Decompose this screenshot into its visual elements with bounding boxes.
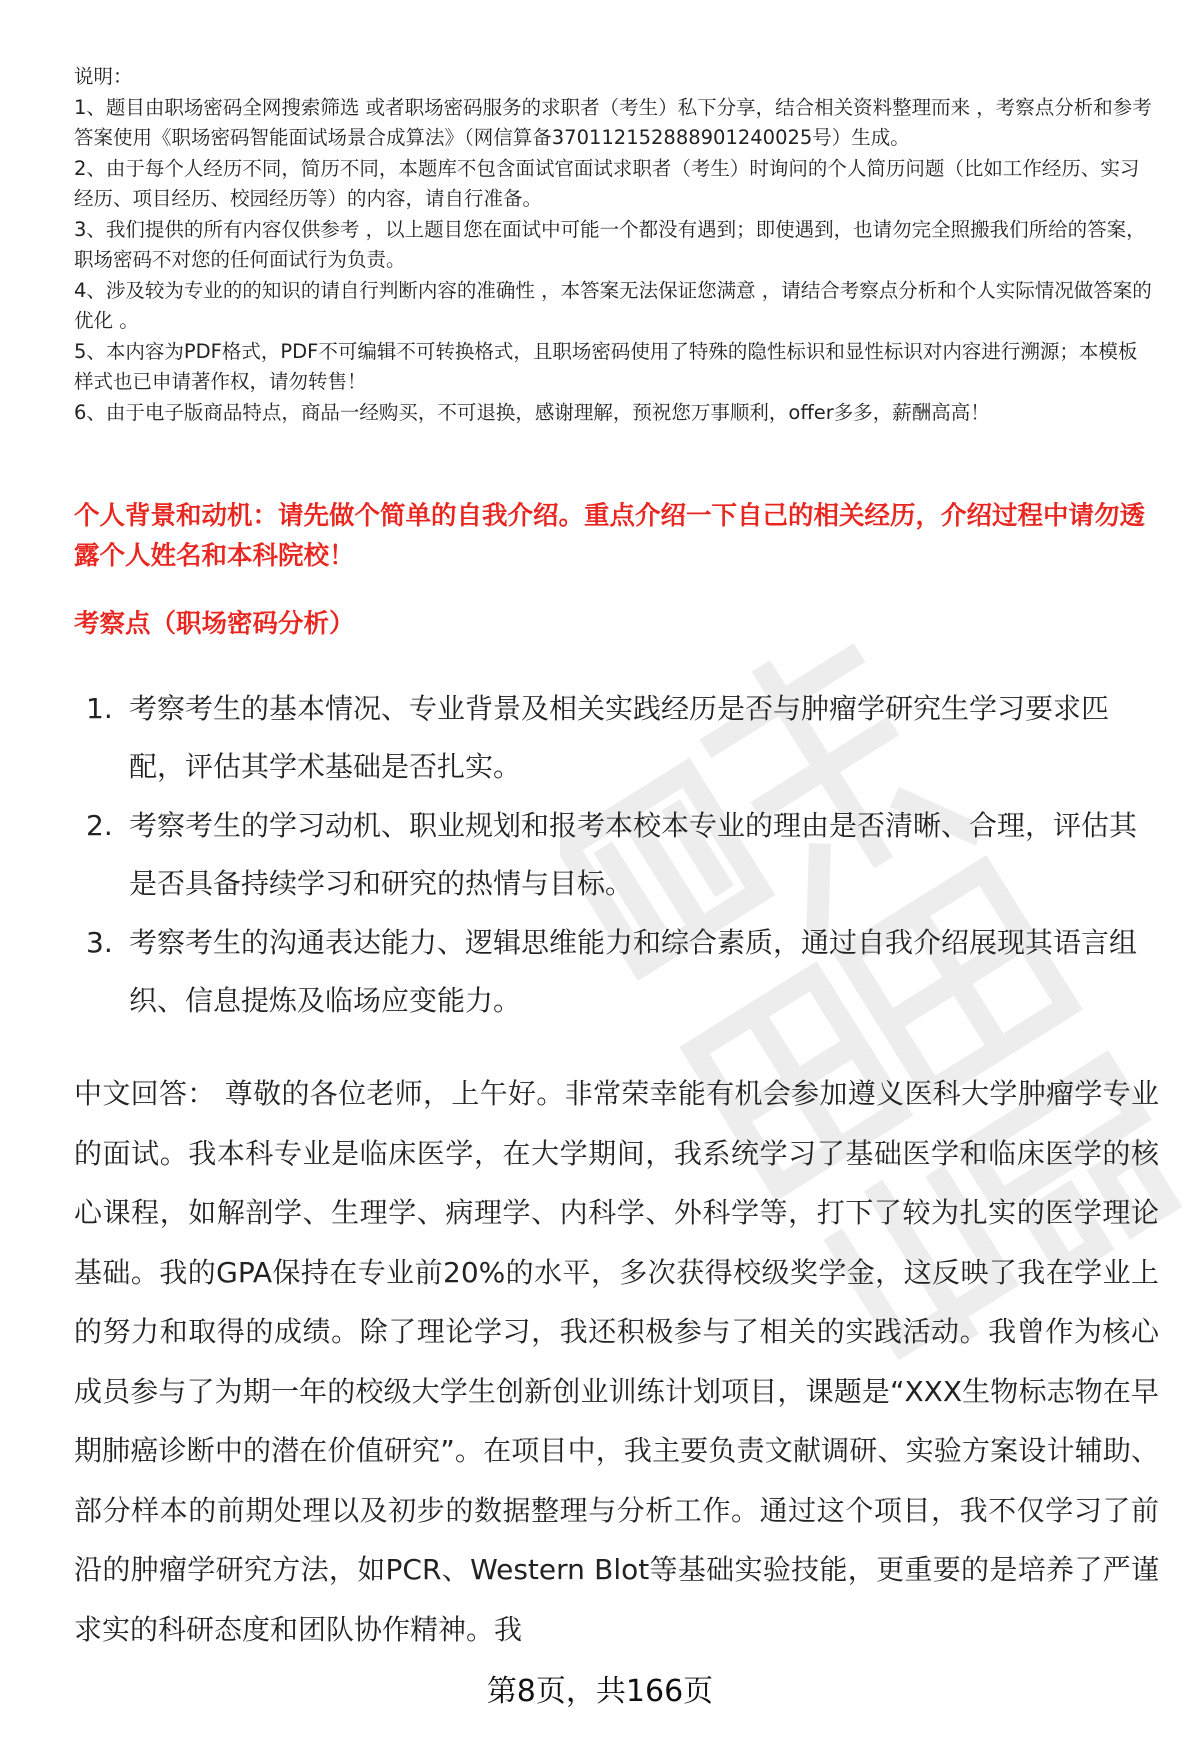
disclaimer-item: 2、由于每个人经历不同，简历不同，本题库不包含面试官面试求职者（考生）时询问的个人简历问题（比如工作经历、实习经历、项目经历、校园经历等）的内容，请自行准备。 xyxy=(74,156,1140,210)
answer-label: 中文回答： xyxy=(74,1077,216,1110)
list-item-number: 3. xyxy=(86,926,113,959)
list-item xyxy=(74,797,1154,913)
disclaimer-item: 6、由于电子版商品特点，商品一经购买，不可退换，感谢理解，预祝您万事顺利，offer多多，薪酬高高！ xyxy=(74,400,990,424)
disclaimer-block xyxy=(74,62,1154,428)
list-item-text: 考察考生的沟通表达能力、逻辑思维能力和综合素质，通过自我介绍展现其语言组织、信息提炼及临场应变能力。 xyxy=(129,926,1138,1017)
page-number: 第8页，共166页 xyxy=(486,1674,714,1709)
disclaimer-item: 1、题目由职场密码全网搜索筛选 或者职场密码服务的求职者（考生）私下分享，结合相关资料整理而来 ，考察点分析和参考答案使用《职场密码智能面试场景合成算法》（网信算备370112152888901240025号）生成。 xyxy=(74,95,1152,149)
list-item-number: 2. xyxy=(86,809,113,842)
list-item xyxy=(74,914,1154,1030)
disclaimer-item: 4、涉及较为专业的的知识的请自行判断内容的准确性 ，本答案无法保证您满意 ，请结合考察点分析和个人实际情况做答案的优化 。 xyxy=(74,278,1152,332)
answer-text: 尊敬的各位老师，上午好。非常荣幸能有机会参加遵义医科大学肿瘤学专业的面试。我本科专业是临床医学，在大学期间，我系统学习了基础医学和临床医学的核心课程，如解剖学、生理学、病理学、内科学、外科学等，打下了较为扎实的医学理论基础。我的GPA保持在专业前20%的水平，多次获得校级奖学金，这反映了我在学业上的努力和取得的成绩。除了理论学习，我还积极参与了相关的实践活动。我曾作为核心成员参与了为期一年的校级大学生创新创业训练计划项目，课题是“XXX生物标志物在早期肺癌诊断中的潜在价值研究”。在项目中，我主要负责文献调研、实验方案设计辅助、部分样本的前期处理以及初步的数据整理与分析工作。通过这个项目，我不仅学习了前沿的肿瘤学研究方法，如PCR、Western Blot等基础实验技能，更重要的是培养了严谨求实的科研态度和团队协作精神。我 xyxy=(74,1077,1159,1646)
analysis-points-list xyxy=(74,680,1154,1031)
answer-paragraph xyxy=(74,1064,1159,1659)
disclaimer-item: 3、我们提供的所有内容仅供参考 ，以上题目您在面试中可能一个都没有遇到；即使遇到，也请勿完全照搬我们所给的答案，职场密码不对您的任何面试行为负责。 xyxy=(74,217,1146,271)
list-item-number: 1. xyxy=(86,692,113,725)
disclaimer-item: 5、本内容为PDF格式，PDF不可编辑不可转换格式，且职场密码使用了特殊的隐性标识和显性标识对内容进行溯源；本模板样式也已申请著作权，请勿转售！ xyxy=(74,339,1138,393)
list-item xyxy=(74,680,1154,796)
list-item-text: 考察考生的学习动机、职业规划和报考本校本专业的理由是否清晰、合理，评估其是否具备持续学习和研究的热情与目标。 xyxy=(129,809,1138,900)
list-item-text: 考察考生的基本情况、专业背景及相关实践经历是否与肿瘤学研究生学习要求匹配，评估其学术基础是否扎实。 xyxy=(129,692,1110,783)
disclaimer-heading: 说明： xyxy=(74,65,133,88)
interview-question: 个人背景和动机：请先做个简单的自我介绍。重点介绍一下自己的相关经历，介绍过程中请勿透露个人姓名和本科院校！ xyxy=(74,501,1146,571)
analysis-title: 考察点（职场密码分析） xyxy=(74,609,355,639)
